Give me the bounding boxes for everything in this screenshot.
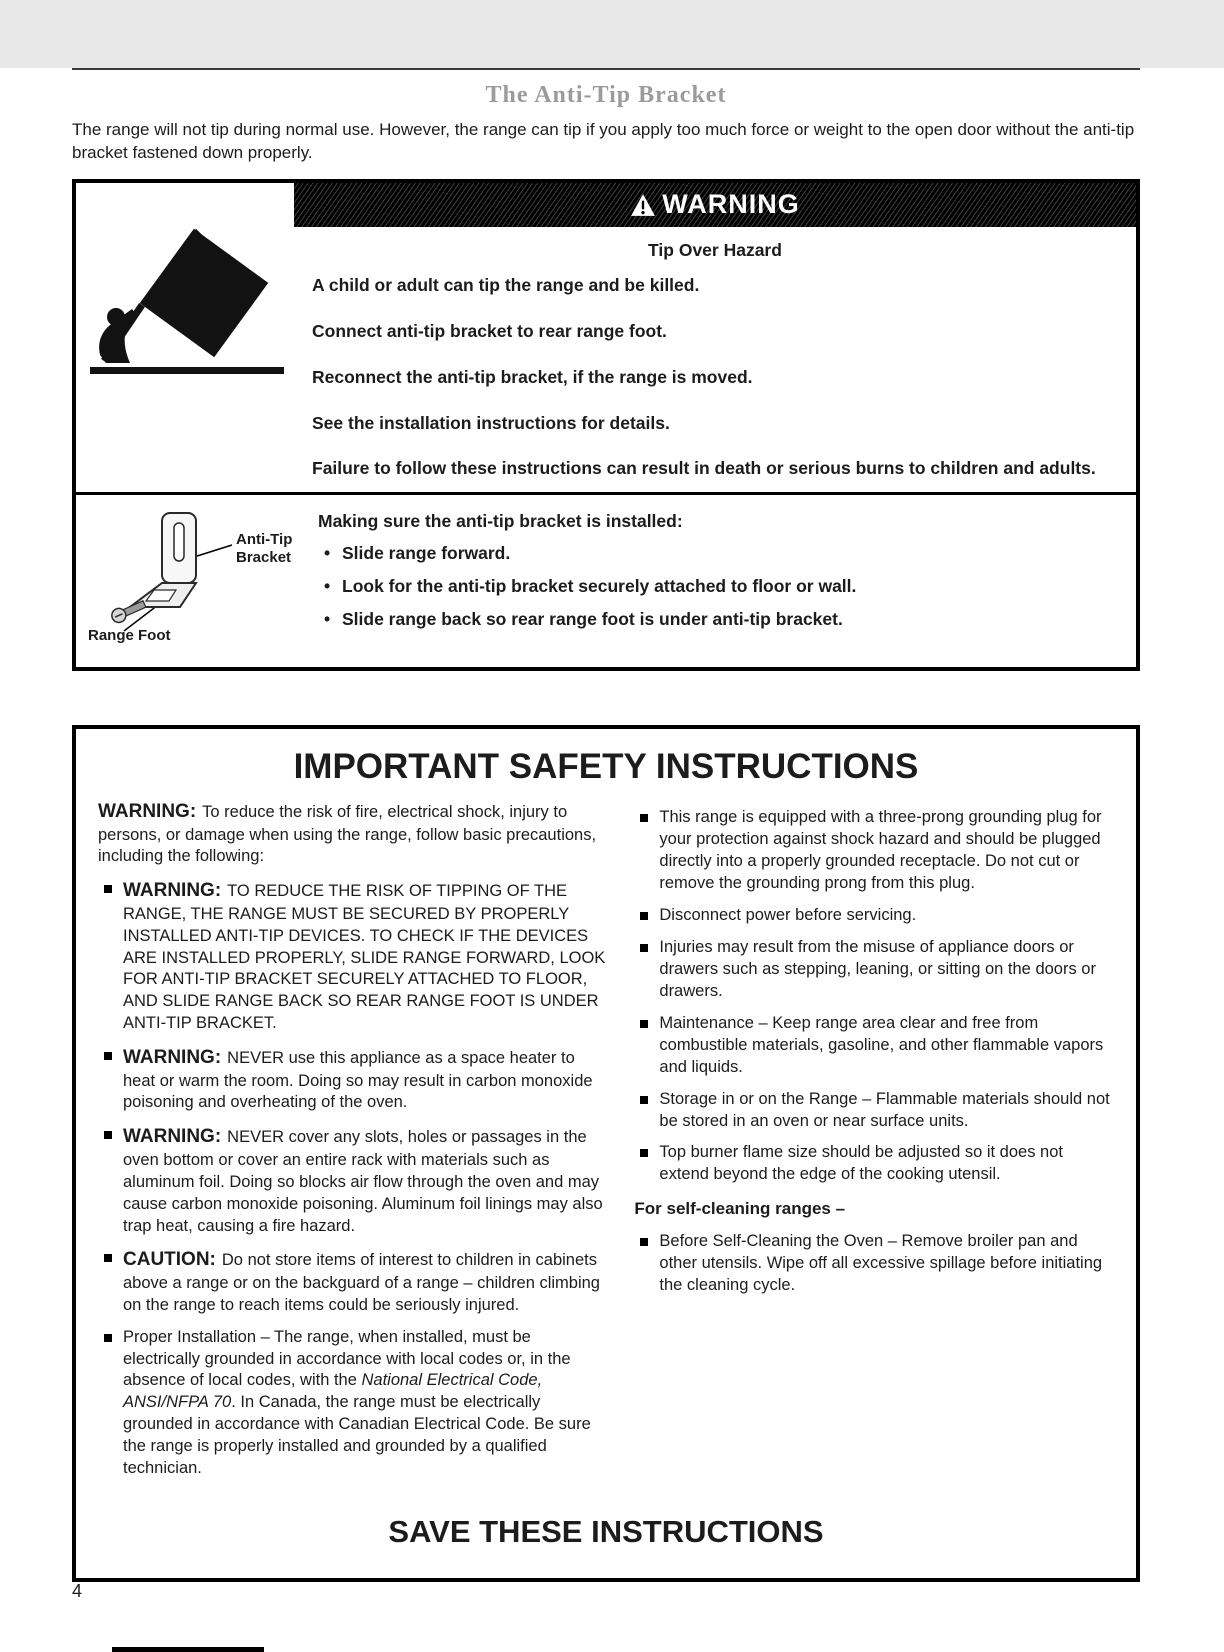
section-title: The Anti-Tip Bracket [485, 82, 727, 108]
install-check-content [316, 505, 1122, 653]
safety-item: Proper Installation – The range, when installed, must be electrically grounded in accordance with local codes or, in the absence of local codes, with the National Electrical Code, ANSI/NFPA 70. In Canada, the range must be electrically grounded in accordance with Canadian Electrical Code. Be sure the range is properly installed and grounded by a qualified technician. [98, 1327, 606, 1481]
warning-box-top-section [76, 183, 1136, 495]
safety-title: IMPORTANT SAFETY INSTRUCTIONS [293, 747, 919, 787]
tipping-range-figure [86, 197, 290, 385]
safety-item: This range is equipped with a three-prong grounding plug for your protection against shock hazard and should be plugged directly into a properly grounded receptacle. Do not cut or remove the grounding prong from this plug. [634, 807, 1114, 895]
warning-box-bottom-section [76, 495, 1136, 667]
warning-box-top-content [294, 183, 1136, 492]
install-step: • Look for the anti-tip bracket securely attached to floor or wall. [318, 576, 1122, 598]
safety-item: Top burner flame size should be adjusted so it does not extend beyond the edge of the cooking utensil. [634, 1142, 1114, 1186]
safety-item: WARNING: NEVER cover any slots, holes or passages in the oven bottom or cover an entire rack with materials such as aluminum foil. Doing so blocks air flow through the oven and may cause carbon monoxide poisoning. Aluminum foil linings may also trap heat, causing a fire hazard. [98, 1124, 606, 1237]
range-foot-label: Range Foot [88, 627, 171, 645]
anti-tip-warning-box [72, 179, 1140, 671]
safety-left-column [98, 797, 606, 1490]
safety-item: Injuries may result from the misuse of appliance doors or drawers such as stepping, leaning, or sitting on the doors or drawers. [634, 937, 1114, 1003]
safety-item: Storage in or on the Range – Flammable materials should not be stored in an oven or near surface units. [634, 1089, 1114, 1133]
safety-right-column [634, 797, 1114, 1490]
anti-tip-bracket-illustration [84, 505, 316, 653]
manual-page [0, 68, 1224, 1652]
warning-statement: Reconnect the anti-tip bracket, if the range is moved. [312, 366, 753, 387]
top-divider [72, 68, 1140, 70]
italic-code-reference: National Electrical Code, ANSI/NFPA 70 [123, 1371, 543, 1412]
warning-banner [294, 183, 1136, 227]
tip-over-illustration [76, 183, 294, 492]
install-step: • Slide range back so rear range foot is under anti-tip bracket. [318, 609, 1122, 631]
safety-item: CAUTION: Do not store items of interest to children in cabinets above a range or on the backguard of a range – children climbing on the range to reach items could be seriously injured. [98, 1247, 606, 1316]
warning-statement: See the installation instructions for details. [312, 412, 670, 433]
safety-item: WARNING: NEVER use this appliance as a space heater to heat or warm the room. Doing so may result in carbon monoxide poisoning and overheating of the oven. [98, 1045, 606, 1114]
warning-triangle-icon [630, 193, 656, 217]
intro-paragraph: The range will not tip during normal use. However, the range can tip if you apply too much force or weight to the open door without the anti-tip bracket fastened down properly. [72, 120, 1135, 162]
safety-intro-lead: WARNING: [98, 801, 197, 823]
safety-item: WARNING: TO REDUCE THE RISK OF TIPPING OF THE RANGE, THE RANGE MUST BE SECURED BY PROPERLY INSTALLED ANTI-TIP DEVICES. TO CHECK IF THE DEVICES ARE INSTALLED PROPERLY, SLIDE RANGE FORWARD, LOOK FOR ANTI-TIP BRACKET SECURELY ATTACHED TO FLOOR, AND SLIDE RANGE BACK SO REAR RANGE FOOT IS UNDER ANTI-TIP BRACKET. [98, 878, 606, 1035]
warning-statement: Connect anti-tip bracket to rear range foot. [312, 320, 667, 341]
bottom-decorative-bar [112, 1647, 264, 1652]
anti-tip-bracket-label: Anti-Tip Bracket [236, 531, 293, 566]
warning-banner-label: WARNING [662, 189, 800, 220]
warning-statement: A child or adult can tip the range and be killed. [312, 274, 700, 295]
hazard-title: Tip Over Hazard [648, 239, 782, 260]
safety-item: Maintenance – Keep range area clear and free from combustible materials, gasoline, and other flammable vapors and liquids. [634, 1013, 1114, 1079]
install-heading: Making sure the anti-tip bracket is installed: [318, 511, 683, 532]
safety-intro: WARNING: To reduce the risk of fire, electrical shock, injury to persons, or damage when using the range, follow basic precautions, including the following: [98, 801, 597, 866]
safety-item: Before Self-Cleaning the Oven – Remove broiler pan and other utensils. Wipe off all excessive spillage before initiating the cleaning cycle. [634, 1231, 1114, 1297]
save-instructions-title: SAVE THESE INSTRUCTIONS [388, 1514, 824, 1550]
install-step: • Slide range forward. [318, 543, 1122, 565]
bracket-figure-cell [84, 505, 316, 653]
safety-item: Disconnect power before servicing. [634, 905, 1114, 927]
safety-columns [98, 797, 1114, 1490]
self-cleaning-heading: For self-cleaning ranges – [634, 1199, 846, 1219]
warning-statement: Failure to follow these instructions can result in death or serious burns to children and adults. [312, 458, 1096, 479]
safety-instructions-box [72, 725, 1140, 1582]
page-number: 4 [72, 1581, 83, 1601]
